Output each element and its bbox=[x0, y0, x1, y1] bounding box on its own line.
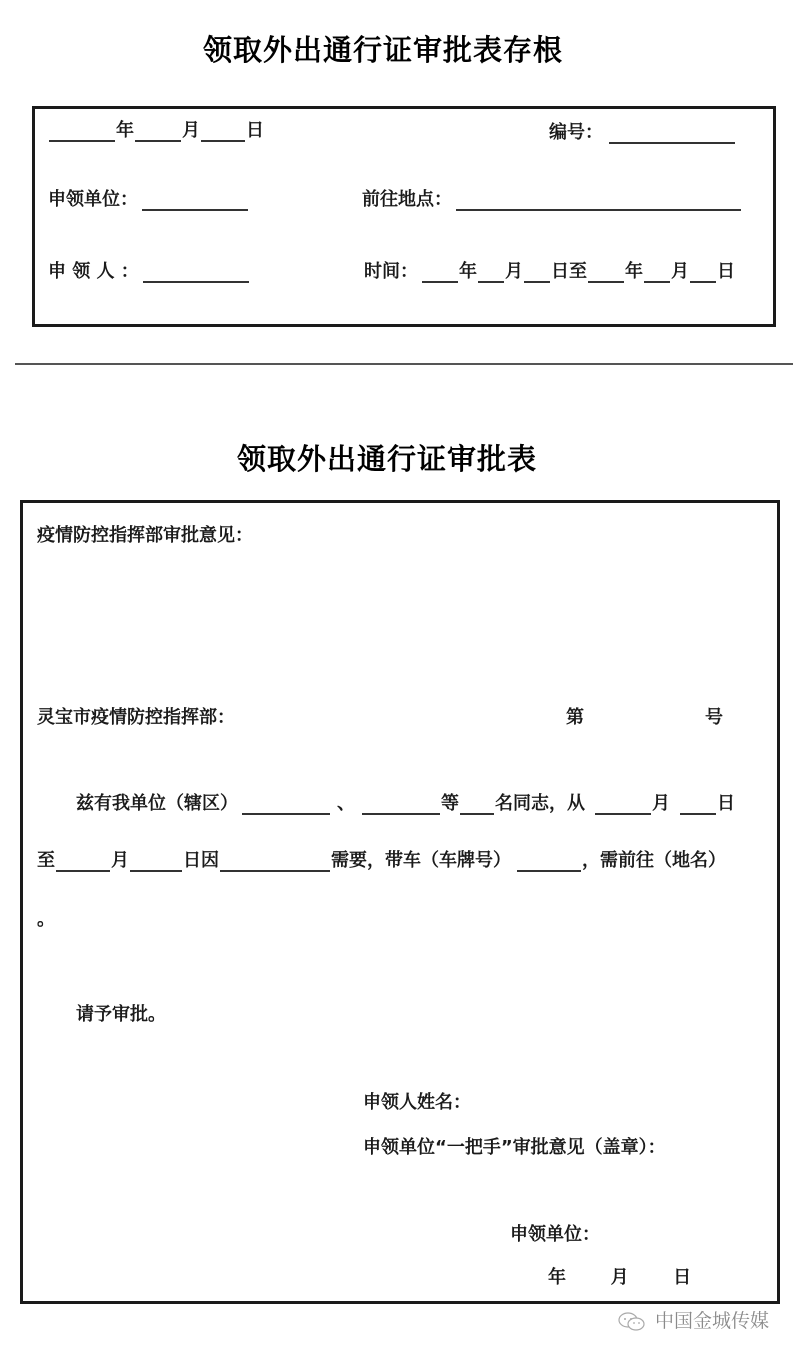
sign-month-label: 月 bbox=[610, 1267, 629, 1288]
leader-opinion-label: 申领单位“一把手”审批意见（盖章）： bbox=[363, 1137, 666, 1158]
month-label: 月 bbox=[182, 120, 200, 141]
time-day-to[interactable] bbox=[690, 263, 716, 283]
person1-field[interactable] bbox=[242, 795, 330, 815]
reason-label: 日因 bbox=[183, 850, 219, 871]
serial-label: 编号： bbox=[549, 122, 603, 143]
day-label: 日 bbox=[246, 120, 264, 141]
serial-row bbox=[549, 118, 736, 144]
applicant-field[interactable] bbox=[143, 263, 249, 283]
applicant-row bbox=[48, 257, 250, 283]
time-year-from[interactable] bbox=[422, 263, 458, 283]
paragraph-line-1 bbox=[76, 789, 735, 815]
destination-field[interactable] bbox=[456, 191, 741, 211]
applicant-unit-row bbox=[48, 185, 249, 211]
time-month-from[interactable] bbox=[478, 263, 504, 283]
sign-day-label: 日 bbox=[673, 1267, 692, 1288]
paragraph-line-2 bbox=[37, 846, 726, 872]
cut-divider bbox=[15, 363, 793, 365]
from-month-label: 月 bbox=[652, 793, 670, 814]
to-month-label: 月 bbox=[111, 850, 129, 871]
time-day-label-2: 日 bbox=[717, 261, 735, 282]
applicant-unit-field[interactable] bbox=[142, 191, 248, 211]
stub-date-row bbox=[48, 116, 264, 142]
applicant-label: 申 领 人 ： bbox=[48, 261, 139, 282]
to-day-field[interactable] bbox=[130, 852, 182, 872]
number-suffix: 号 bbox=[705, 707, 723, 728]
sign-unit-label: 申领单位： bbox=[510, 1224, 600, 1245]
from-day-field[interactable] bbox=[680, 795, 716, 815]
to-month-field[interactable] bbox=[56, 852, 110, 872]
time-month-label: 月 bbox=[505, 261, 523, 282]
deng-text: 等 bbox=[441, 793, 459, 814]
time-month-label-2: 月 bbox=[671, 261, 689, 282]
time-year-to[interactable] bbox=[588, 263, 624, 283]
form-title: 领取外出通行证审批表 bbox=[237, 442, 538, 476]
plate-label: 需要，带车（车牌号） bbox=[331, 850, 511, 871]
watermark bbox=[617, 1306, 769, 1333]
destination-row bbox=[362, 185, 742, 211]
plate-field[interactable] bbox=[517, 852, 581, 872]
sign-date bbox=[548, 1263, 691, 1289]
applicant-unit-label: 申领单位： bbox=[48, 189, 138, 210]
day-field[interactable] bbox=[201, 122, 245, 142]
opinion-label: 疫情防控指挥部审批意见： bbox=[37, 525, 253, 546]
from-day-label: 日 bbox=[717, 793, 735, 814]
reason-field[interactable] bbox=[220, 852, 330, 872]
time-month-to[interactable] bbox=[644, 263, 670, 283]
count-field[interactable] bbox=[460, 795, 494, 815]
form-box bbox=[20, 500, 780, 1304]
time-to-label: 日至 bbox=[551, 261, 587, 282]
time-label: 时间： bbox=[364, 261, 418, 282]
year-label: 年 bbox=[116, 120, 134, 141]
from-month-field[interactable] bbox=[595, 795, 651, 815]
destination-label: 前往地点： bbox=[362, 189, 452, 210]
to-text: 至 bbox=[37, 850, 55, 871]
number-prefix: 第 bbox=[566, 707, 584, 728]
year-field[interactable] bbox=[49, 122, 115, 142]
request-text: 请予审批。 bbox=[76, 1004, 166, 1025]
applicant-name-label: 申领人姓名： bbox=[363, 1092, 471, 1113]
watermark-text: 中国金城传媒 bbox=[655, 1310, 770, 1332]
time-year-label-2: 年 bbox=[625, 261, 643, 282]
addressee: 灵宝市疫情防控指挥部： bbox=[37, 707, 235, 728]
period-mark: 。 bbox=[37, 909, 55, 930]
separator: 、 bbox=[337, 793, 355, 814]
wechat-icon bbox=[617, 1311, 647, 1333]
month-field[interactable] bbox=[135, 122, 181, 142]
intro-text: 兹有我单位（辖区） bbox=[76, 793, 238, 814]
time-year-label: 年 bbox=[459, 261, 477, 282]
names-text: 名同志，从 bbox=[495, 793, 585, 814]
stub-title: 领取外出通行证审批表存根 bbox=[203, 33, 564, 67]
time-day-from[interactable] bbox=[524, 263, 550, 283]
time-row bbox=[364, 257, 735, 283]
person2-field[interactable] bbox=[362, 795, 440, 815]
serial-field[interactable] bbox=[609, 124, 735, 144]
sign-year-label: 年 bbox=[548, 1267, 566, 1288]
destination-label: ，需前往（地名） bbox=[582, 850, 726, 871]
